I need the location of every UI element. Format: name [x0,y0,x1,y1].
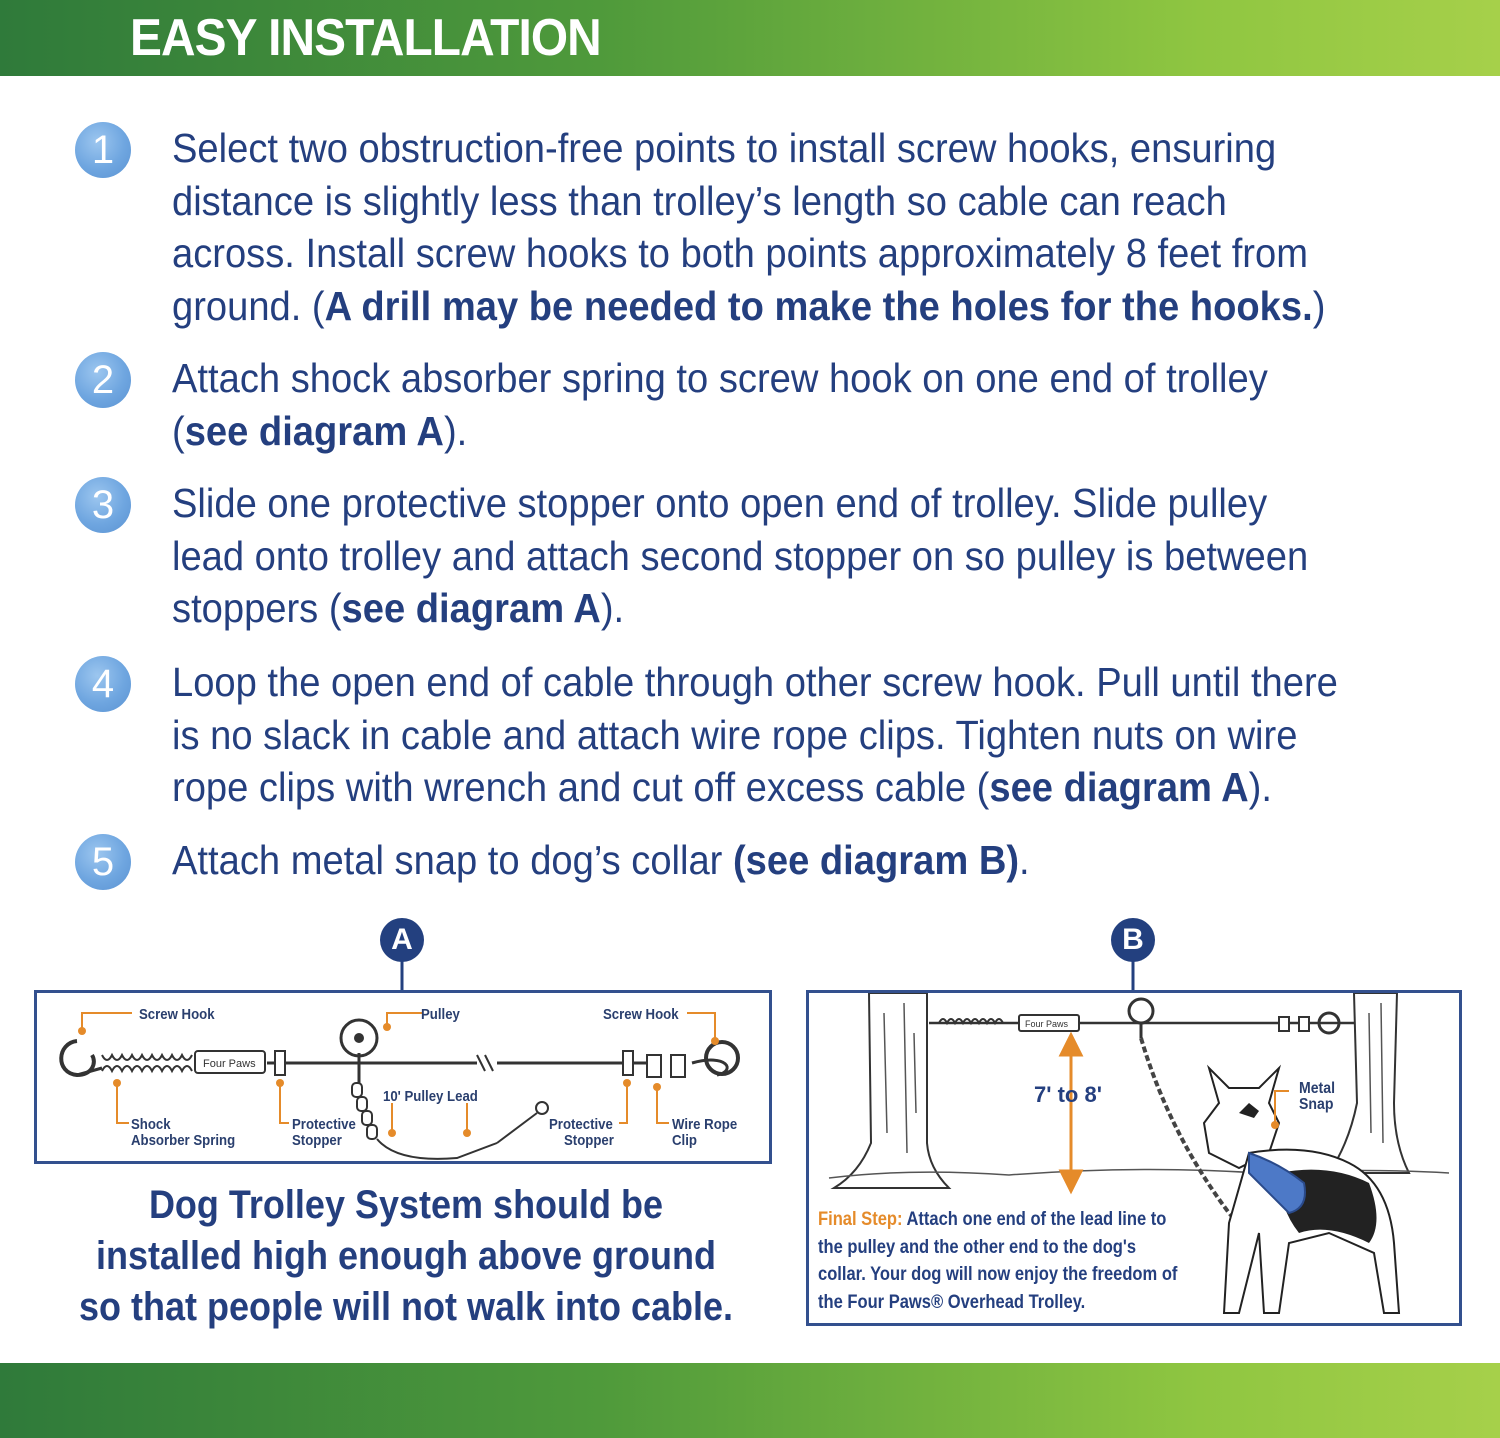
label-pulley: Pulley [421,1006,460,1023]
header-bar [0,0,1500,76]
step-number-4: 4 [75,656,131,712]
label-stopper-right-1: Protective [549,1116,613,1133]
diagram-b-connector [1131,960,1137,994]
label-stopper-left-2: Stopper [292,1132,342,1149]
label-stopper-right-2: Stopper [564,1132,614,1149]
diagram-a-caption: Dog Trolley System should be installed high enough above ground so that people will not walk into cable. [78,1183,734,1329]
label-shock-1: Shock [131,1116,171,1133]
step-text-5: Attach metal snap to dog’s collar (see diagram B). [172,837,1030,883]
label-shock-2: Absorber Spring [131,1132,236,1149]
final-step-text: Attach one end of the lead line to the pulley and the other end to the dog's collar. Your dog will now enjoy the freedom of the Four Paws® Overhead Trolley. [818,1209,1178,1313]
step-text-3: Slide one protective stopper onto open end of trolley. Slide pulley lead onto trolley and attach second stopper on so pulley is between stoppers (see diagram A). [172,480,1309,631]
step-text-2: Attach shock absorber spring to screw hook on one end of trolley (see diagram A). [172,355,1268,454]
diagram-b-badge: B [1111,918,1155,962]
label-stopper-left-1: Protective [292,1116,356,1133]
page-title: EASY INSTALLATION [130,9,601,67]
diagram-a [34,990,772,1164]
label-clip-2: Clip [672,1132,697,1149]
step-number-1: 1 [75,122,131,178]
brand-tag-a: Four Paws [203,1058,256,1070]
diagram-a-connector [400,960,406,994]
footer-bar [0,1363,1500,1438]
step-number-2: 2 [75,352,131,408]
step-text-4: Loop the open end of cable through other screw hook. Pull until there is no slack in cable and attach wire rope clips. Tighten nuts on wire rope clips with wrench and cut off excess cable (see diagram A). [172,659,1338,810]
final-step-label: Final Step: [818,1209,903,1230]
label-clip-1: Wire Rope [672,1116,738,1133]
step-text-1: Select two obstruction-free points to install screw hooks, ensuring distance is slightly less than trolley’s length so cable can reach across. Install screw hooks to both points approximately 8 feet from ground. (A drill may be needed to make the holes for the hooks.) [172,125,1326,329]
label-screw-hook-left: Screw Hook [139,1006,215,1023]
label-pulley-lead: 10' Pulley Lead [383,1088,478,1105]
height-label: 7' to 8' [1034,1082,1102,1107]
diagram-a-badge: A [380,918,424,962]
step-number-3: 3 [75,477,131,533]
label-screw-hook-right: Screw Hook [603,1006,679,1023]
label-metal-snap-1: Metal [1299,1080,1335,1097]
final-step-note [818,1206,1183,1316]
brand-tag-b: Four Paws [1025,1019,1069,1029]
step-number-5: 5 [75,834,131,890]
label-metal-snap-2: Snap [1299,1096,1334,1113]
